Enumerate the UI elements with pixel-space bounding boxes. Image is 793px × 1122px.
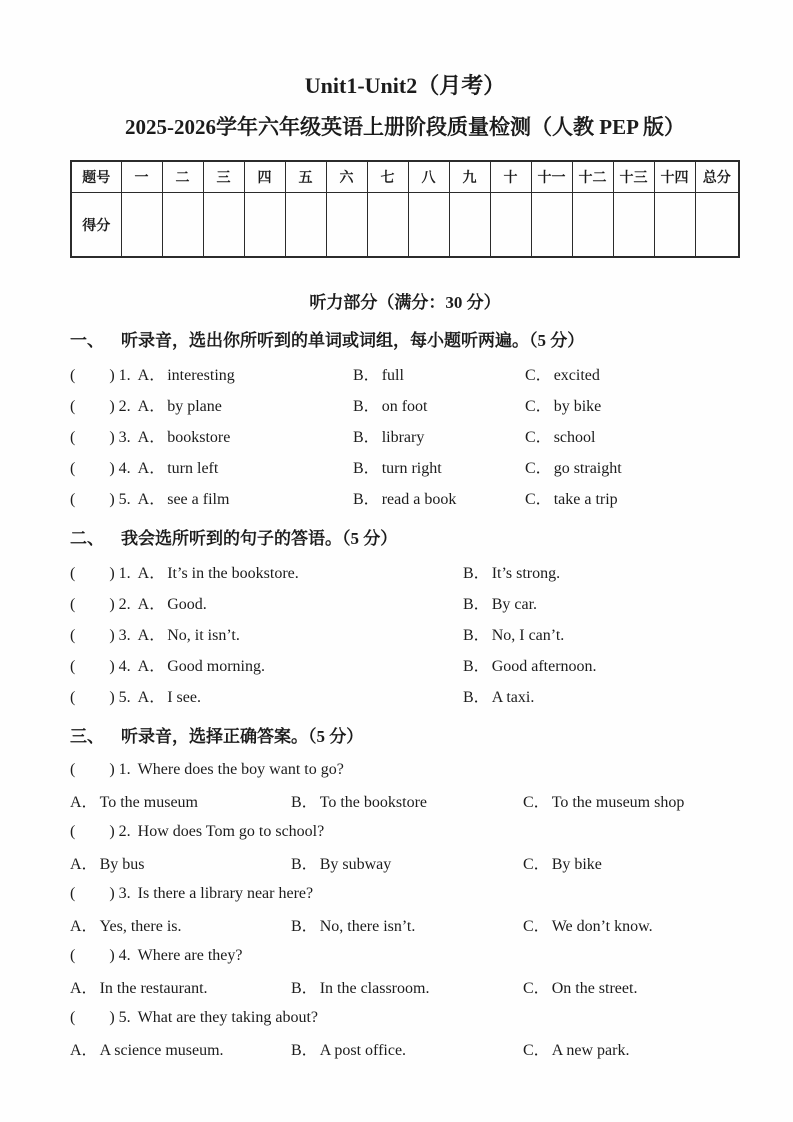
question-row (70, 358, 740, 389)
option-c-text: A new park. (551, 1042, 630, 1059)
option-b-text: By subway (319, 856, 392, 873)
option-b-cell (463, 684, 740, 707)
paren-close: ) (109, 367, 115, 384)
question-cell (70, 761, 740, 779)
score-cell (449, 193, 490, 258)
option-b-text: It’s strong. (491, 565, 561, 582)
option-b-cell (463, 653, 740, 676)
option-b-text: No, there isn’t. (319, 918, 416, 935)
score-cell (613, 193, 654, 258)
score-col-header: 七 (367, 161, 408, 193)
option-a-cell (70, 393, 353, 416)
option-c-cell (523, 975, 740, 998)
question-row (70, 451, 740, 482)
section1-instruction: 听录音，选出你所听到的单词或词组，每小题听两遍。（5 分） (121, 331, 585, 350)
question-row (70, 618, 740, 649)
question-number: 2. (118, 822, 131, 840)
option-a-cell (70, 684, 463, 707)
paren-open: ( (70, 398, 76, 415)
option-b-text: By car. (491, 596, 538, 613)
section3-number: 三、 (70, 727, 104, 746)
question-number: 5. (118, 491, 131, 508)
option-a-text: Yes, there is. (99, 918, 182, 935)
question-number: 2. (118, 596, 131, 613)
answer-blank (70, 1009, 115, 1026)
question-number: 5. (118, 1008, 131, 1026)
paren-close: ) (109, 1008, 115, 1026)
question-row (70, 1002, 740, 1033)
section2-instruction: 我会选所听到的句子的答语。（5 分） (121, 529, 398, 548)
exam-subtitle: 2025-2026学年六年级英语上册阶段质量检测（人教 PEP 版） (125, 115, 685, 139)
option-b-text: A taxi. (491, 689, 535, 706)
score-col-header: 十一 (531, 161, 572, 193)
paren-close: ) (109, 460, 115, 477)
score-cell (326, 193, 367, 258)
option-c-cell (525, 486, 740, 509)
option-c-text: go straight (553, 460, 622, 477)
option-b-cell (291, 1037, 523, 1060)
option-a-cell (70, 913, 291, 936)
option-a-label: A． (137, 689, 166, 706)
option-a-cell (70, 362, 353, 385)
question-text: How does Tom go to school? (137, 822, 325, 840)
option-a-text: It’s in the bookstore. (167, 565, 299, 582)
question-row (70, 878, 740, 909)
option-a-text: In the restaurant. (99, 980, 208, 997)
option-b-label: B． (291, 856, 318, 873)
score-col-header: 八 (408, 161, 449, 193)
section3-title (70, 724, 740, 750)
question-text: Is there a library near here? (137, 884, 314, 902)
option-b-label: B． (353, 491, 380, 508)
option-c-label: C． (525, 398, 552, 415)
question-cell (70, 885, 740, 903)
score-col-header: 三 (203, 161, 244, 193)
paren-close: ) (109, 689, 115, 706)
answer-blank (70, 367, 115, 384)
options-row (70, 909, 740, 940)
score-cell (695, 193, 739, 258)
question-cell (70, 823, 740, 841)
option-c-text: To the museum shop (551, 794, 685, 811)
section1-number: 一、 (70, 331, 104, 350)
option-b-cell (291, 851, 523, 874)
option-b-label: B． (353, 398, 380, 415)
option-c-text: school (553, 429, 596, 446)
question-row (70, 420, 740, 451)
option-c-text: excited (553, 367, 600, 384)
question-text: Where does the boy want to go? (137, 760, 344, 778)
option-a-label: A． (137, 460, 166, 477)
option-b-text: Good afternoon. (491, 658, 597, 675)
option-a-text: see a film (167, 491, 230, 508)
option-a-cell (70, 653, 463, 676)
option-c-cell (523, 789, 740, 812)
score-col-header: 五 (285, 161, 326, 193)
option-a-text: By bus (99, 856, 145, 873)
option-c-label: C． (525, 367, 552, 384)
question-row (70, 649, 740, 680)
score-cell (203, 193, 244, 258)
option-a-text: No, it isn’t. (167, 627, 240, 644)
question-row (70, 680, 740, 711)
score-col-header: 十三 (613, 161, 654, 193)
question-row (70, 482, 740, 513)
option-c-text: take a trip (553, 491, 618, 508)
score-col-header: 十二 (572, 161, 613, 193)
section1-items (70, 358, 740, 513)
score-cell (408, 193, 449, 258)
question-row (70, 940, 740, 971)
question-number: 4. (118, 460, 131, 477)
option-b-label: B． (463, 596, 490, 613)
option-c-text: by bike (553, 398, 602, 415)
option-a-label: A． (70, 856, 98, 873)
options-row (70, 847, 740, 878)
question-cell (70, 947, 740, 965)
option-b-label: B． (353, 429, 380, 446)
option-b-text: To the bookstore (319, 794, 427, 811)
answer-blank (70, 460, 115, 477)
score-cell (244, 193, 285, 258)
option-b-cell (291, 975, 523, 998)
option-a-cell (70, 851, 291, 874)
score-table-corner: 题号 (71, 161, 121, 193)
paren-open: ( (70, 658, 76, 675)
score-col-header: 九 (449, 161, 490, 193)
score-table-header-row (71, 161, 739, 193)
paren-open: ( (70, 491, 76, 508)
paren-close: ) (109, 596, 115, 613)
section2-title (70, 526, 740, 552)
option-b-label: B． (463, 627, 490, 644)
option-b-cell (353, 455, 525, 478)
paren-close: ) (109, 398, 115, 415)
option-b-label: B． (291, 918, 318, 935)
score-table (70, 160, 740, 258)
section3-instruction: 听录音，选择正确答案。（5 分） (121, 727, 364, 746)
paren-close: ) (109, 429, 115, 446)
option-b-label: B． (291, 1042, 318, 1059)
option-b-text: In the classroom. (319, 980, 430, 997)
option-a-cell (70, 486, 353, 509)
option-a-cell (70, 424, 353, 447)
option-a-text: interesting (167, 367, 235, 384)
answer-blank (70, 947, 115, 964)
paren-open: ( (70, 1008, 76, 1026)
option-b-cell (291, 789, 523, 812)
option-a-text: Good. (167, 596, 207, 613)
option-a-cell (70, 1037, 291, 1060)
question-number: 1. (118, 367, 131, 384)
answer-blank (70, 823, 115, 840)
option-c-cell (525, 455, 740, 478)
section2-items (70, 556, 740, 711)
option-a-label: A． (137, 627, 166, 644)
score-col-header: 四 (244, 161, 285, 193)
option-a-label: A． (70, 918, 98, 935)
paren-close: ) (109, 760, 115, 778)
score-cell (572, 193, 613, 258)
option-b-text: library (381, 429, 425, 446)
option-c-label: C． (523, 856, 550, 873)
option-b-label: B． (353, 460, 380, 477)
option-b-label: B． (463, 658, 490, 675)
paren-open: ( (70, 760, 76, 778)
option-a-label: A． (70, 794, 98, 811)
option-b-cell (353, 362, 525, 385)
option-a-cell (70, 560, 463, 583)
paren-open: ( (70, 822, 76, 840)
paren-open: ( (70, 596, 76, 613)
option-c-label: C． (523, 794, 550, 811)
option-c-label: C． (525, 460, 552, 477)
paren-open: ( (70, 460, 76, 477)
score-col-header: 一 (121, 161, 162, 193)
option-a-text: by plane (167, 398, 222, 415)
option-b-cell (463, 591, 740, 614)
option-b-cell (353, 486, 525, 509)
score-col-header: 二 (162, 161, 203, 193)
option-b-text: turn right (381, 460, 442, 477)
question-number: 4. (118, 658, 131, 675)
paren-close: ) (109, 822, 115, 840)
score-cell (654, 193, 695, 258)
section2-number: 二、 (70, 529, 104, 548)
question-number: 3. (118, 429, 131, 446)
option-a-cell (70, 455, 353, 478)
option-b-cell (463, 560, 740, 583)
answer-blank (70, 761, 115, 778)
option-a-text: I see. (167, 689, 201, 706)
score-cell (367, 193, 408, 258)
question-row (70, 816, 740, 847)
option-b-label: B． (291, 794, 318, 811)
option-b-label: B． (463, 689, 490, 706)
option-b-label: B． (291, 980, 318, 997)
option-c-cell (523, 913, 740, 936)
option-a-label: A． (137, 429, 166, 446)
options-row (70, 971, 740, 1002)
option-b-cell (353, 393, 525, 416)
score-table-score-row (71, 193, 739, 258)
score-cell (285, 193, 326, 258)
option-b-text: A post office. (319, 1042, 407, 1059)
answer-blank (70, 398, 115, 415)
question-row (70, 556, 740, 587)
paren-open: ( (70, 689, 76, 706)
option-c-label: C． (523, 1042, 550, 1059)
option-c-cell (523, 1037, 740, 1060)
option-c-cell (525, 393, 740, 416)
option-b-cell (463, 622, 740, 645)
score-col-header: 总分 (695, 161, 739, 193)
score-col-header: 十 (490, 161, 531, 193)
score-row-label: 得分 (71, 193, 121, 258)
option-b-text: No, I can’t. (491, 627, 565, 644)
option-a-cell (70, 975, 291, 998)
option-b-cell (291, 913, 523, 936)
option-a-text: To the museum (99, 794, 198, 811)
option-c-cell (525, 424, 740, 447)
paren-close: ) (109, 884, 115, 902)
score-cell (162, 193, 203, 258)
option-a-text: Good morning. (167, 658, 265, 675)
score-cell (531, 193, 572, 258)
option-a-label: A． (137, 367, 166, 384)
paren-close: ) (109, 658, 115, 675)
question-cell (70, 1009, 740, 1027)
option-a-cell (70, 622, 463, 645)
paren-open: ( (70, 429, 76, 446)
question-number: 2. (118, 398, 131, 415)
option-a-cell (70, 591, 463, 614)
paren-close: ) (109, 565, 115, 582)
option-c-label: C． (523, 980, 550, 997)
paren-open: ( (70, 946, 76, 964)
paren-open: ( (70, 565, 76, 582)
option-a-label: A． (137, 658, 166, 675)
question-row (70, 754, 740, 785)
question-number: 4. (118, 946, 131, 964)
option-a-label: A． (70, 980, 98, 997)
score-cell (121, 193, 162, 258)
question-number: 1. (118, 565, 131, 582)
option-c-cell (525, 362, 740, 385)
paren-open: ( (70, 367, 76, 384)
option-b-text: read a book (381, 491, 457, 508)
option-a-text: A science museum. (99, 1042, 224, 1059)
answer-blank (70, 491, 115, 508)
paren-close: ) (109, 946, 115, 964)
option-c-text: By bike (551, 856, 602, 873)
listening-part-heading: 听力部分（满分：30 分） (309, 293, 501, 312)
paren-close: ) (109, 491, 115, 508)
options-row (70, 1033, 740, 1064)
score-col-header: 六 (326, 161, 367, 193)
option-c-text: We don’t know. (551, 918, 653, 935)
question-row (70, 587, 740, 618)
option-b-text: full (381, 367, 404, 384)
answer-blank (70, 596, 115, 613)
answer-blank (70, 658, 115, 675)
question-number: 1. (118, 760, 131, 778)
option-b-label: B． (463, 565, 490, 582)
section1-title (70, 328, 740, 354)
question-text: Where are they? (137, 946, 243, 964)
option-a-label: A． (70, 1042, 98, 1059)
option-a-text: bookstore (167, 429, 231, 446)
option-c-text: On the street. (551, 980, 638, 997)
question-text: What are they taking about? (137, 1008, 319, 1026)
paren-open: ( (70, 884, 76, 902)
option-a-label: A． (137, 565, 166, 582)
answer-blank (70, 885, 115, 902)
option-c-cell (523, 851, 740, 874)
option-c-label: C． (525, 491, 552, 508)
exam-title: Unit1-Unit2（月考） (304, 73, 506, 98)
option-a-text: turn left (167, 460, 219, 477)
question-number: 3. (118, 884, 131, 902)
option-c-label: C． (523, 918, 550, 935)
option-a-label: A． (137, 398, 166, 415)
question-number: 5. (118, 689, 131, 706)
section3-items (70, 754, 740, 1064)
option-a-cell (70, 789, 291, 812)
answer-blank (70, 429, 115, 446)
answer-blank (70, 565, 115, 582)
question-row (70, 389, 740, 420)
option-c-label: C． (525, 429, 552, 446)
question-number: 3. (118, 627, 131, 644)
answer-blank (70, 689, 115, 706)
paren-close: ) (109, 627, 115, 644)
option-b-cell (353, 424, 525, 447)
option-a-label: A． (137, 491, 166, 508)
score-cell (490, 193, 531, 258)
option-b-label: B． (353, 367, 380, 384)
paren-open: ( (70, 627, 76, 644)
answer-blank (70, 627, 115, 644)
score-col-header: 十四 (654, 161, 695, 193)
option-b-text: on foot (381, 398, 428, 415)
options-row (70, 785, 740, 816)
option-a-label: A． (137, 596, 166, 613)
